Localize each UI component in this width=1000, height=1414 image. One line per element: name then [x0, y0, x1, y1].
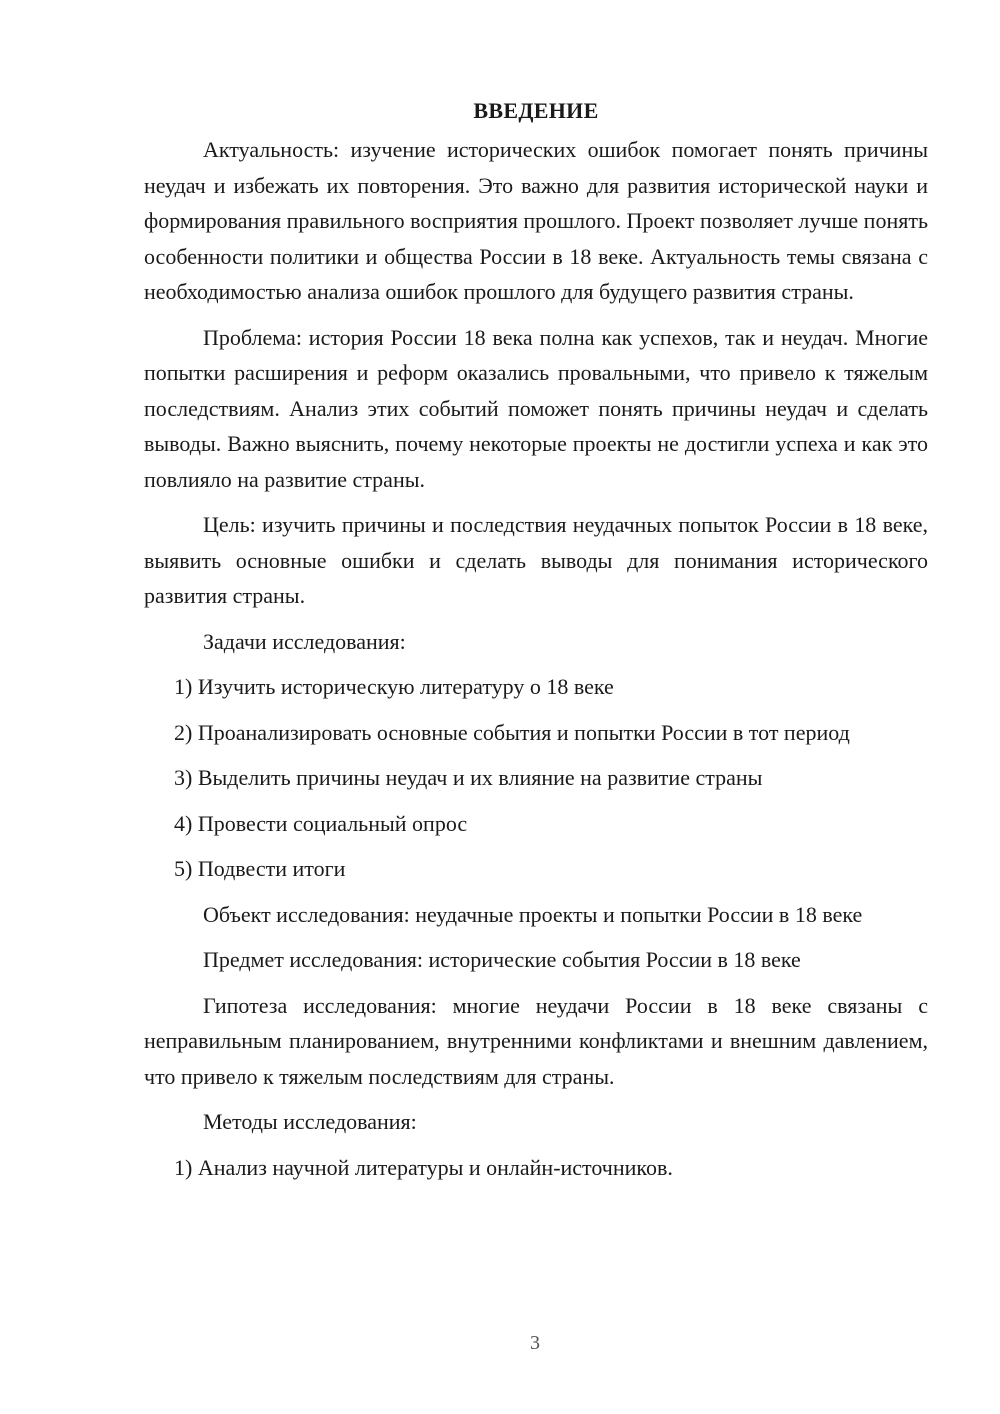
- goal-paragraph: Цель: изучить причины и последствия неудачных попыток России в 18 веке, выявить основные ошибки и сделать выводы для понимания исторического развития страны.: [144, 512, 928, 608]
- task-item: 2) Проанализировать основные события и попытки России в тот период: [174, 719, 850, 745]
- task-item: 5) Подвести итоги: [174, 856, 346, 881]
- page-number: 3: [530, 1332, 540, 1354]
- problem-paragraph: Проблема: история России 18 века полна как успехов, так и неудач. Многие попытки расширения и реформ оказались провальными, что привело к тяжелым последствиям. Анализ этих событий поможет понять причины неудач и сделать выводы. Важно выяснить, почему некоторые проекты не достигли успеха и как это повлияло на развитие страны.: [144, 324, 928, 492]
- task-item: 1) Изучить историческую литературу о 18 веке: [174, 674, 614, 699]
- document-page: [144, 96, 928, 1195]
- task-item: 3) Выделить причины неудач и их влияние на развитие страны: [174, 765, 763, 790]
- object-paragraph: Объект исследования: неудачные проекты и попытки России в 18 веке: [203, 901, 863, 927]
- tasks-heading: Задачи исследования:: [203, 628, 406, 654]
- relevance-paragraph: Актуальность: изучение исторических ошибок помогает понять причины неудач и избежать их повторения. Это важно для развития исторической науки и формирования правильного восприятия прошлого. Проект позволяет лучше понять особенности политики и общества России в 18 веке. Актуальность темы связана с необходимостью анализа ошибок прошлого для будущего развития страны.: [144, 137, 928, 304]
- subject-paragraph: Предмет исследования: исторические события России в 18 веке: [203, 947, 801, 972]
- hypothesis-paragraph: Гипотеза исследования: многие неудачи России в 18 веке связаны с неправильным планированием, внутренними конфликтами и внешним давлением, что привело к тяжелым последствиям для страны.: [144, 992, 928, 1089]
- section-heading: ВВЕДЕНИЕ: [473, 98, 599, 123]
- methods-heading: Методы исследования:: [203, 1109, 417, 1134]
- task-item: 4) Провести социальный опрос: [174, 810, 468, 836]
- method-item: 1) Анализ научной литературы и онлайн-источников.: [174, 1154, 673, 1180]
